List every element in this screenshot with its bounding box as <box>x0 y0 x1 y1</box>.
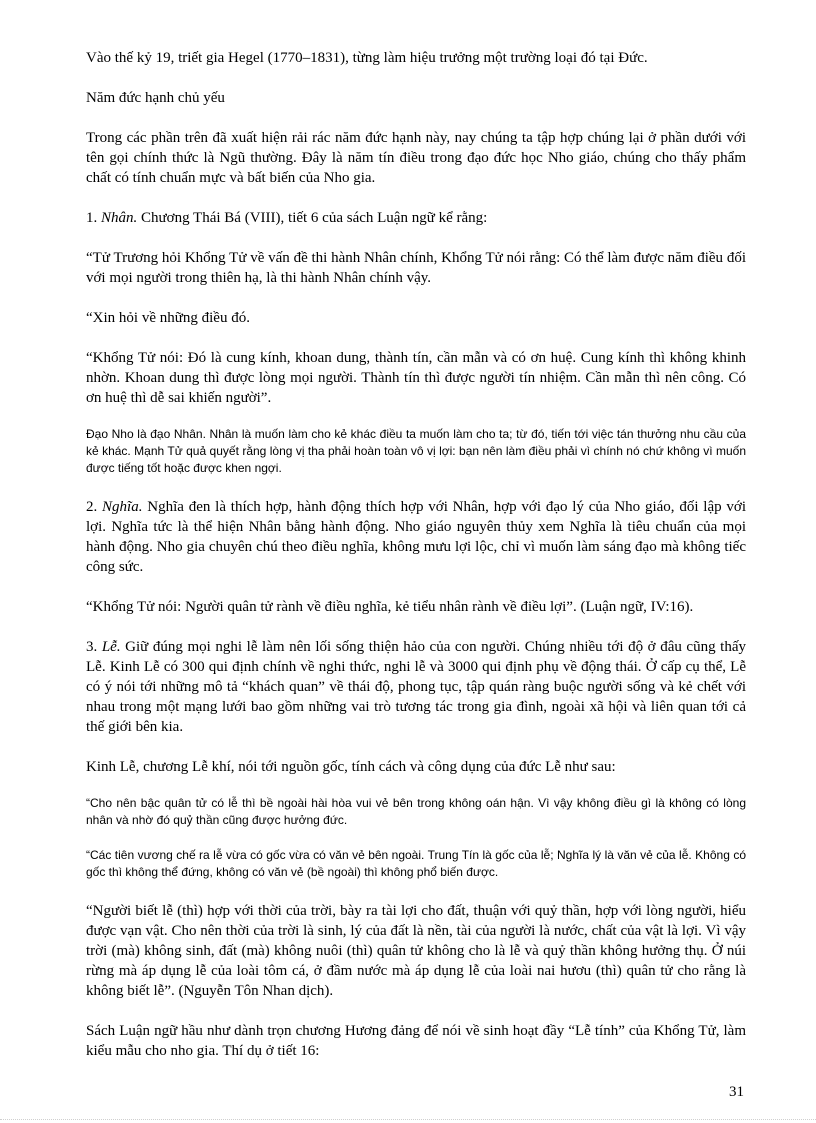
paragraph-hegel: Vào thế kỷ 19, triết gia Hegel (1770–1831), từng làm hiệu trưởng một trường loại đó tại Đức. <box>86 50 648 66</box>
page-bottom-divider <box>0 1119 816 1120</box>
paragraph-text: Giữ đúng mọi nghi lễ làm nên lối sống thiện hảo của con người. Chúng nhiều tới độ ở đâu cũng thấy Lễ. Kinh Lễ có 300 qui định chính về nghi thức, nghi lễ và 3000 qui định phụ về động thái. Ở cấp cụ thể, Lễ có ý nói tới những mô tả “khách quan” về thái độ, phong tục, tập quán ràng buộc người sống và kẻ chết với nhau trong một mạng lưới bao gồm những vai trò tương tác trong gia đình, ngoài xã hội và liên quan tới cả thế giới bên kia. <box>86 639 747 735</box>
quote-nghia: “Khổng Tử nói: Người quân tử rành về điều nghĩa, kẻ tiểu nhân rành về điều lợi”. (Luận ngữ, IV:16). <box>86 599 694 615</box>
quote-tien-vuong: “Các tiên vương chế ra lễ vừa có gốc vừa có văn vẻ bên ngoài. Trung Tín là gốc của lễ; Nghĩa lý là văn vẻ của lễ. Không có gốc thì không thể đứng, không có văn vẻ (bề ngoài) thì không phổ biến được. <box>86 848 746 879</box>
term-nghia: Nghĩa. <box>102 499 143 515</box>
quote-nguoi-biet-le: “Người biết lễ (thì) hợp với thời của trời, bày ra tài lợi cho đất, thuận với quỷ thần, hợp với lòng người, hiểu được vạn vật. Cho nên thời của trời là sinh, lý của đất là nền, tài của người là nước, chất của vật là lợi. Vì vậy trời (mà) không sinh, đất (mà) không nuôi (thì) quân tử không cho là lễ và quỷ thần không hưởng thụ. Ở núi rừng mà áp dụng lễ của loài tôm cá, ở đầm nước mà áp dụng lễ của loài nai hươu (thì) quân tử cho rằng là không biết lễ”. (Nguyễn Tôn Nhan dịch). <box>86 903 746 999</box>
paragraph-kinh-le: Kinh Lễ, chương Lễ khí, nói tới nguồn gốc, tính cách và công dụng của đức Lễ như sau: <box>86 759 616 775</box>
paragraph-nhan <box>86 208 746 228</box>
paragraph-text: Nghĩa đen là thích hợp, hành động thích hợp với Nhân, hợp với đạo lý của Nho giáo, đối lập với lợi. Nghĩa tức là thể hiện Nhân bằng hành động. Nho giáo nguyên thủy xem Nghĩa là tiêu chuẩn của mọi hành động. Nho gia chuyên chú theo điều nghĩa, không mưu lợi lộc, chỉ vì muốn làm sáng đạo mà không tiếc công sức. <box>86 499 746 575</box>
paragraph-nghia <box>86 497 746 577</box>
item-number: 3. <box>86 639 102 655</box>
paragraph-luan-ngu: Sách Luận ngữ hầu như dành trọn chương Hương đảng để nói về sinh hoạt đầy “Lễ tính” của Khổng Tử, làm kiểu mẫu cho nho gia. Thí dụ ở tiết 16: <box>86 1023 746 1059</box>
item-number: 1. <box>86 210 101 226</box>
item-number: 2. <box>86 499 103 515</box>
term-le: Lễ. <box>101 639 121 655</box>
paragraph-text: Chương Thái Bá (VIII), tiết 6 của sách Luận ngữ kể rằng: <box>137 210 488 226</box>
paragraph-intro: Trong các phần trên đã xuất hiện rải rác năm đức hạnh này, nay chúng ta tập hợp chúng lại ở phần dưới với tên gọi chính thức là Ngũ thường. Đây là năm tín điều trong đạo đức học Nho giáo, chúng cho thấy phẩm chất có tính chuẩn mực và bất biến của Nho gia. <box>86 130 746 186</box>
quote-tu-truong: “Tử Trương hỏi Khổng Tử về vấn đề thi hành Nhân chính, Khổng Tử nói rằng: Có thể làm được năm điều đối với mọi người trong thiên hạ, là thi hành Nhân chính vậy. <box>86 250 746 286</box>
paragraph-le <box>86 637 746 737</box>
quote-quan-tu: “Cho nên bậc quân tử có lễ thì bề ngoài hài hòa vui vẻ bên trong không oán hận. Vì vậy không điều gì là không có lòng nhân và nhờ đó quỷ thần cũng được hưởng đức. <box>86 796 746 827</box>
quote-xin-hoi: “Xin hỏi về những điều đó. <box>86 310 250 326</box>
section-heading: Năm đức hạnh chủ yếu <box>86 90 225 106</box>
page-number: 31 <box>729 1084 744 1100</box>
paragraph-dao-nho: Đạo Nho là đạo Nhân. Nhân là muốn làm cho kẻ khác điều ta muốn làm cho ta; từ đó, tiến tới việc tán thưởng nhu cầu của kẻ khác. Mạnh Tử quả quyết rằng lòng vị tha phải hoàn toàn vô vị lợi: bạn nên làm điều phải vì chính nó chứ không vì muốn được tiếng tốt hoặc được khen ngợi. <box>86 427 746 475</box>
term-nhan: Nhân. <box>101 210 138 226</box>
quote-khong-tu: “Khổng Tử nói: Đó là cung kính, khoan dung, thành tín, cần mẫn và có ơn huệ. Cung kính thì không khinh nhờn. Khoan dung thì được lòng mọi người. Thành tín thì được người tín nhiệm. Cần mẫn thì nên công. Có ơn huệ thì dễ sai khiến người”. <box>86 350 746 406</box>
